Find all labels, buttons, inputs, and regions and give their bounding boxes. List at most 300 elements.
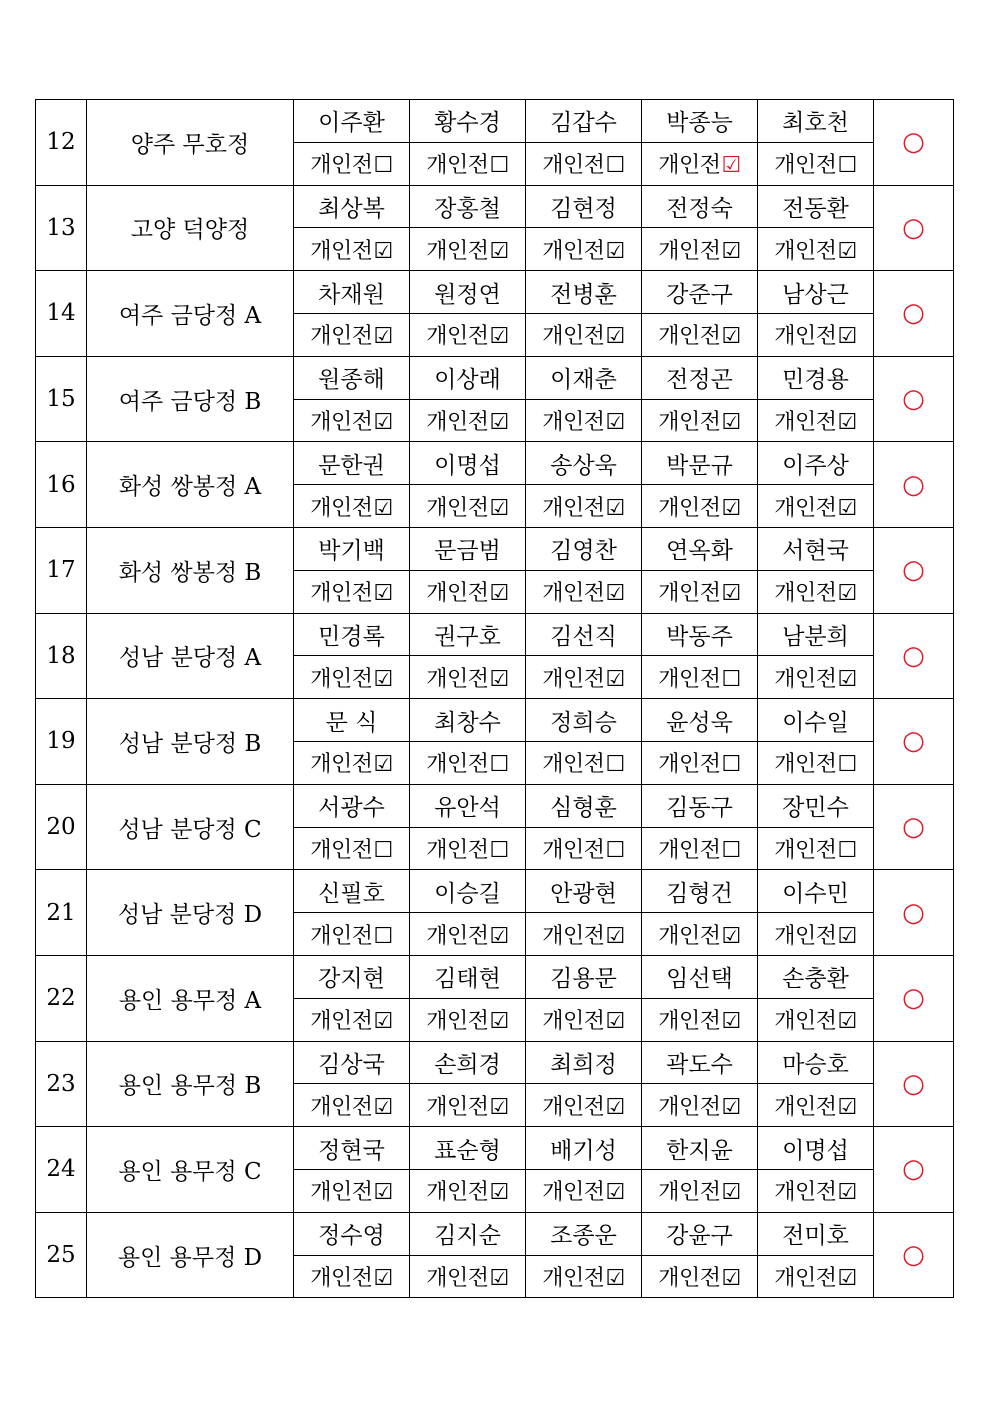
- individual-entry-cell[interactable]: [526, 827, 642, 870]
- individual-entry-label: 개인전: [426, 153, 489, 179]
- team-number: 23: [36, 1041, 87, 1127]
- team-name: 성남 분당정 B: [87, 699, 294, 785]
- team-entry-mark: [874, 185, 954, 271]
- individual-entry-cell[interactable]: [410, 913, 526, 956]
- team-row-names: [36, 784, 954, 827]
- member-name: 박종능: [642, 100, 758, 143]
- individual-entry-label: 개인전: [542, 238, 605, 264]
- individual-entry-label: 개인전: [658, 495, 721, 521]
- individual-entry-cell[interactable]: [758, 313, 874, 356]
- checked-box-icon[interactable]: ☑: [721, 581, 741, 607]
- team-entry-mark: [874, 955, 954, 1041]
- checked-box-icon[interactable]: ☑: [837, 923, 857, 949]
- unchecked-box-icon[interactable]: ☐: [837, 837, 857, 863]
- team-entry-mark: [874, 100, 954, 186]
- individual-entry-label: 개인전: [658, 666, 721, 692]
- member-name: 김영찬: [526, 527, 642, 570]
- individual-entry-cell[interactable]: [526, 313, 642, 356]
- unchecked-box-icon[interactable]: ☐: [721, 837, 741, 863]
- individual-entry-label: 개인전: [310, 923, 373, 949]
- team-row-names: [36, 870, 954, 913]
- individual-entry-cell[interactable]: [294, 570, 410, 613]
- checked-box-icon[interactable]: ☑: [489, 666, 509, 692]
- circle-mark-icon: ○: [902, 384, 925, 415]
- circle-mark-icon: ○: [902, 897, 925, 928]
- individual-entry-cell[interactable]: [294, 313, 410, 356]
- member-name: 민경록: [294, 613, 410, 656]
- individual-entry-cell[interactable]: [526, 1084, 642, 1127]
- individual-entry-label: 개인전: [774, 752, 837, 778]
- individual-entry-cell[interactable]: [642, 656, 758, 699]
- individual-entry-label: 개인전: [310, 581, 373, 607]
- individual-entry-cell[interactable]: [410, 1084, 526, 1127]
- checked-box-icon[interactable]: ☑: [605, 1009, 625, 1035]
- member-name: 김갑수: [526, 100, 642, 143]
- individual-entry-label: 개인전: [426, 923, 489, 949]
- checked-box-icon[interactable]: ☑: [837, 666, 857, 692]
- checked-box-icon[interactable]: ☑: [721, 1009, 741, 1035]
- team-name: 용인 용무정 D: [87, 1212, 294, 1298]
- checked-box-icon[interactable]: ☑: [489, 1180, 509, 1206]
- individual-entry-label: 개인전: [426, 238, 489, 264]
- team-entry-mark: [874, 527, 954, 613]
- team-row-names: [36, 1212, 954, 1255]
- team-entry-mark: [874, 1041, 954, 1127]
- individual-entry-label: 개인전: [542, 923, 605, 949]
- team-number: 16: [36, 442, 87, 528]
- individual-entry-cell[interactable]: [526, 485, 642, 528]
- individual-entry-cell[interactable]: [410, 741, 526, 784]
- checked-box-icon[interactable]: ☑: [837, 409, 857, 435]
- individual-entry-cell[interactable]: [294, 228, 410, 271]
- checked-box-icon[interactable]: ☑: [489, 238, 509, 264]
- checked-box-icon[interactable]: ☑: [373, 409, 393, 435]
- individual-entry-cell[interactable]: [410, 998, 526, 1041]
- checked-box-icon[interactable]: ☑: [721, 1180, 741, 1206]
- member-name: 장민수: [758, 784, 874, 827]
- individual-entry-cell[interactable]: [410, 827, 526, 870]
- checked-box-icon[interactable]: ☑: [489, 324, 509, 350]
- individual-entry-label: 개인전: [774, 238, 837, 264]
- circle-mark-icon: ○: [902, 127, 925, 158]
- individual-entry-label: 개인전: [310, 1180, 373, 1206]
- individual-entry-cell[interactable]: [758, 913, 874, 956]
- team-name: 화성 쌍봉정 B: [87, 527, 294, 613]
- team-number: 21: [36, 870, 87, 956]
- member-name: 남분희: [758, 613, 874, 656]
- member-name: 김현정: [526, 185, 642, 228]
- checked-box-icon[interactable]: ☑: [721, 238, 741, 264]
- individual-entry-label: 개인전: [542, 1094, 605, 1120]
- checked-box-icon[interactable]: ☑: [489, 409, 509, 435]
- individual-entry-label: 개인전: [774, 324, 837, 350]
- unchecked-box-icon[interactable]: ☐: [489, 752, 509, 778]
- member-name: 문한권: [294, 442, 410, 485]
- member-name: 민경용: [758, 356, 874, 399]
- individual-entry-cell[interactable]: [526, 1169, 642, 1212]
- checked-box-icon[interactable]: ☑: [373, 1094, 393, 1120]
- individual-entry-cell[interactable]: [294, 656, 410, 699]
- individual-entry-label: 개인전: [542, 324, 605, 350]
- team-number: 12: [36, 100, 87, 186]
- individual-entry-cell[interactable]: [294, 1169, 410, 1212]
- team-number: 22: [36, 955, 87, 1041]
- unchecked-box-icon[interactable]: ☐: [373, 923, 393, 949]
- individual-entry-cell[interactable]: [526, 399, 642, 442]
- checked-box-icon[interactable]: ☑: [605, 923, 625, 949]
- individual-entry-cell[interactable]: [526, 228, 642, 271]
- individual-entry-cell[interactable]: [758, 485, 874, 528]
- individual-entry-label: 개인전: [426, 581, 489, 607]
- individual-entry-cell[interactable]: [410, 656, 526, 699]
- individual-entry-cell[interactable]: [526, 998, 642, 1041]
- individual-entry-cell[interactable]: [642, 741, 758, 784]
- member-name: 이명섭: [758, 1127, 874, 1170]
- unchecked-box-icon[interactable]: ☐: [721, 752, 741, 778]
- individual-entry-cell[interactable]: [294, 485, 410, 528]
- individual-entry-label: 개인전: [542, 1180, 605, 1206]
- individual-entry-label: 개인전: [774, 1265, 837, 1291]
- individual-entry-cell[interactable]: [294, 399, 410, 442]
- checked-box-icon[interactable]: ☑: [373, 324, 393, 350]
- circle-mark-icon: ○: [902, 1240, 925, 1271]
- member-name: 김형건: [642, 870, 758, 913]
- individual-entry-cell[interactable]: [758, 570, 874, 613]
- member-name: 전정곤: [642, 356, 758, 399]
- checked-box-icon[interactable]: ☑: [837, 324, 857, 350]
- checked-box-icon[interactable]: ☑: [837, 1094, 857, 1120]
- individual-entry-cell[interactable]: [410, 399, 526, 442]
- member-name: 유안석: [410, 784, 526, 827]
- checked-box-icon[interactable]: ☑: [837, 1180, 857, 1206]
- individual-entry-label: 개인전: [774, 1180, 837, 1206]
- team-name: 고양 덕양정: [87, 185, 294, 271]
- individual-entry-label: 개인전: [658, 324, 721, 350]
- individual-entry-cell[interactable]: [642, 998, 758, 1041]
- member-name: 김용문: [526, 955, 642, 998]
- member-name: 손충환: [758, 955, 874, 998]
- member-name: 권구호: [410, 613, 526, 656]
- individual-entry-label: 개인전: [658, 238, 721, 264]
- member-name: 문금범: [410, 527, 526, 570]
- individual-entry-cell[interactable]: [758, 656, 874, 699]
- checked-box-icon[interactable]: ☑: [373, 752, 393, 778]
- member-name: 손희경: [410, 1041, 526, 1084]
- member-name: 배기성: [526, 1127, 642, 1170]
- individual-entry-cell[interactable]: [294, 1255, 410, 1298]
- individual-entry-cell[interactable]: [410, 1169, 526, 1212]
- individual-entry-cell[interactable]: [526, 913, 642, 956]
- team-name: 용인 용무정 C: [87, 1127, 294, 1213]
- unchecked-box-icon[interactable]: ☐: [605, 752, 625, 778]
- checked-box-icon[interactable]: ☑: [489, 923, 509, 949]
- member-name: 황수경: [410, 100, 526, 143]
- member-name: 강윤구: [642, 1212, 758, 1255]
- unchecked-box-icon[interactable]: ☐: [605, 837, 625, 863]
- individual-entry-label: 개인전: [310, 238, 373, 264]
- checked-box-icon[interactable]: ☑: [605, 495, 625, 521]
- checked-box-icon[interactable]: ☑: [605, 409, 625, 435]
- member-name: 정수영: [294, 1212, 410, 1255]
- team-entry-mark: [874, 442, 954, 528]
- individual-entry-label: 개인전: [542, 409, 605, 435]
- individual-entry-cell[interactable]: [642, 1169, 758, 1212]
- individual-entry-cell[interactable]: [758, 1169, 874, 1212]
- checked-box-icon[interactable]: ☑: [373, 495, 393, 521]
- checked-box-icon[interactable]: ☑: [489, 1265, 509, 1291]
- checked-box-icon[interactable]: ☑: [721, 409, 741, 435]
- individual-entry-label: 개인전: [542, 752, 605, 778]
- circle-mark-icon: ○: [902, 212, 925, 243]
- team-name: 성남 분당정 D: [87, 870, 294, 956]
- individual-entry-cell[interactable]: [758, 399, 874, 442]
- individual-entry-cell[interactable]: [758, 998, 874, 1041]
- individual-entry-cell[interactable]: [642, 142, 758, 185]
- individual-entry-cell[interactable]: [410, 228, 526, 271]
- checked-box-icon[interactable]: ☑: [489, 495, 509, 521]
- individual-entry-label: 개인전: [426, 837, 489, 863]
- member-name: 전정숙: [642, 185, 758, 228]
- unchecked-box-icon[interactable]: ☐: [489, 153, 509, 179]
- member-name: 김동구: [642, 784, 758, 827]
- member-name: 차재원: [294, 271, 410, 314]
- checked-box-icon[interactable]: ☑: [489, 1009, 509, 1035]
- individual-entry-cell[interactable]: [526, 741, 642, 784]
- team-name: 성남 분당정 C: [87, 784, 294, 870]
- circle-mark-icon: ○: [902, 298, 925, 329]
- individual-entry-cell[interactable]: [642, 1255, 758, 1298]
- individual-entry-label: 개인전: [542, 666, 605, 692]
- team-entry-mark: [874, 784, 954, 870]
- member-name: 마승호: [758, 1041, 874, 1084]
- team-name: 양주 무호정: [87, 100, 294, 186]
- checked-box-icon[interactable]: ☑: [837, 581, 857, 607]
- member-name: 신필호: [294, 870, 410, 913]
- checked-box-icon[interactable]: ☑: [721, 324, 741, 350]
- individual-entry-label: 개인전: [658, 409, 721, 435]
- checked-box-icon[interactable]: ☑: [605, 324, 625, 350]
- team-row-names: [36, 1041, 954, 1084]
- individual-entry-label: 개인전: [774, 1009, 837, 1035]
- team-entry-mark: [874, 613, 954, 699]
- member-name: 한지윤: [642, 1127, 758, 1170]
- circle-mark-icon: ○: [902, 1068, 925, 1099]
- individual-entry-cell[interactable]: [294, 827, 410, 870]
- individual-entry-label: 개인전: [774, 666, 837, 692]
- individual-entry-cell[interactable]: [758, 741, 874, 784]
- individual-entry-cell[interactable]: [642, 485, 758, 528]
- individual-entry-cell[interactable]: [758, 1255, 874, 1298]
- individual-entry-label: 개인전: [658, 1009, 721, 1035]
- member-name: 박문규: [642, 442, 758, 485]
- member-name: 이상래: [410, 356, 526, 399]
- checked-box-icon[interactable]: ☑: [605, 666, 625, 692]
- member-name: 표순형: [410, 1127, 526, 1170]
- individual-entry-label: 개인전: [774, 837, 837, 863]
- member-name: 이재춘: [526, 356, 642, 399]
- team-row-names: [36, 442, 954, 485]
- individual-entry-cell[interactable]: [294, 1084, 410, 1127]
- individual-entry-cell[interactable]: [642, 827, 758, 870]
- team-row-names: [36, 271, 954, 314]
- individual-entry-label: 개인전: [542, 1265, 605, 1291]
- member-name: 이수민: [758, 870, 874, 913]
- member-name: 이수일: [758, 699, 874, 742]
- member-name: 이주환: [294, 100, 410, 143]
- member-name: 최창수: [410, 699, 526, 742]
- individual-entry-label: 개인전: [310, 752, 373, 778]
- checked-box-icon[interactable]: ☑: [837, 1009, 857, 1035]
- team-number: 14: [36, 271, 87, 357]
- member-name: 서현국: [758, 527, 874, 570]
- individual-entry-cell[interactable]: [526, 1255, 642, 1298]
- checked-box-icon[interactable]: ☑: [489, 1094, 509, 1120]
- individual-entry-cell[interactable]: [526, 656, 642, 699]
- individual-entry-label: 개인전: [658, 1265, 721, 1291]
- individual-entry-cell[interactable]: [294, 998, 410, 1041]
- checked-box-icon[interactable]: ☑: [605, 581, 625, 607]
- individual-entry-label: 개인전: [426, 1265, 489, 1291]
- member-name: 박기백: [294, 527, 410, 570]
- member-name: 윤성욱: [642, 699, 758, 742]
- individual-entry-cell[interactable]: [410, 485, 526, 528]
- checked-box-icon[interactable]: ☑: [373, 1009, 393, 1035]
- member-name: 임선택: [642, 955, 758, 998]
- individual-entry-label: 개인전: [658, 581, 721, 607]
- individual-entry-label: 개인전: [658, 1180, 721, 1206]
- individual-entry-cell[interactable]: [642, 399, 758, 442]
- unchecked-box-icon[interactable]: ☐: [605, 153, 625, 179]
- checked-box-icon[interactable]: ☑: [721, 153, 741, 179]
- individual-entry-cell[interactable]: [410, 1255, 526, 1298]
- individual-entry-cell[interactable]: [642, 228, 758, 271]
- circle-mark-icon: ○: [902, 469, 925, 500]
- checked-box-icon[interactable]: ☑: [373, 1180, 393, 1206]
- unchecked-box-icon[interactable]: ☐: [837, 752, 857, 778]
- team-entry-mark: [874, 870, 954, 956]
- individual-entry-cell[interactable]: [410, 570, 526, 613]
- checked-box-icon[interactable]: ☑: [605, 1180, 625, 1206]
- team-name: 여주 금당정 A: [87, 271, 294, 357]
- member-name: 이주상: [758, 442, 874, 485]
- member-name: 송상욱: [526, 442, 642, 485]
- checked-box-icon[interactable]: ☑: [721, 1265, 741, 1291]
- individual-entry-cell[interactable]: [410, 142, 526, 185]
- individual-entry-label: 개인전: [542, 153, 605, 179]
- team-roster-table: [35, 99, 954, 1298]
- individual-entry-cell[interactable]: [294, 142, 410, 185]
- checked-box-icon[interactable]: ☑: [721, 1094, 741, 1120]
- individual-entry-label: 개인전: [774, 409, 837, 435]
- team-name: 여주 금당정 B: [87, 356, 294, 442]
- team-number: 18: [36, 613, 87, 699]
- checked-box-icon[interactable]: ☑: [605, 1265, 625, 1291]
- team-number: 17: [36, 527, 87, 613]
- circle-mark-icon: ○: [902, 983, 925, 1014]
- checked-box-icon[interactable]: ☑: [837, 238, 857, 264]
- member-name: 전동환: [758, 185, 874, 228]
- team-row-names: [36, 1127, 954, 1170]
- checked-box-icon[interactable]: ☑: [373, 238, 393, 264]
- member-name: 최호천: [758, 100, 874, 143]
- member-name: 장홍철: [410, 185, 526, 228]
- circle-mark-icon: ○: [902, 812, 925, 843]
- individual-entry-cell[interactable]: [758, 827, 874, 870]
- member-name: 연옥화: [642, 527, 758, 570]
- checked-box-icon[interactable]: ☑: [837, 495, 857, 521]
- member-name: 강준구: [642, 271, 758, 314]
- individual-entry-label: 개인전: [310, 837, 373, 863]
- individual-entry-cell[interactable]: [526, 142, 642, 185]
- checked-box-icon[interactable]: ☑: [837, 1265, 857, 1291]
- checked-box-icon[interactable]: ☑: [721, 923, 741, 949]
- checked-box-icon[interactable]: ☑: [489, 581, 509, 607]
- individual-entry-label: 개인전: [426, 1094, 489, 1120]
- individual-entry-cell[interactable]: [758, 228, 874, 271]
- individual-entry-label: 개인전: [426, 752, 489, 778]
- individual-entry-label: 개인전: [426, 1180, 489, 1206]
- individual-entry-label: 개인전: [310, 1009, 373, 1035]
- individual-entry-cell[interactable]: [758, 1084, 874, 1127]
- individual-entry-label: 개인전: [426, 324, 489, 350]
- member-name: 박동주: [642, 613, 758, 656]
- team-name: 화성 쌍봉정 A: [87, 442, 294, 528]
- circle-mark-icon: ○: [902, 640, 925, 671]
- team-entry-mark: [874, 699, 954, 785]
- team-number: 19: [36, 699, 87, 785]
- individual-entry-label: 개인전: [426, 1009, 489, 1035]
- individual-entry-label: 개인전: [774, 581, 837, 607]
- member-name: 서광수: [294, 784, 410, 827]
- team-number: 13: [36, 185, 87, 271]
- member-name: 문 식: [294, 699, 410, 742]
- individual-entry-label: 개인전: [658, 1094, 721, 1120]
- individual-entry-cell[interactable]: [642, 1084, 758, 1127]
- checked-box-icon[interactable]: ☑: [373, 1265, 393, 1291]
- circle-mark-icon: ○: [902, 726, 925, 757]
- member-name: 조종운: [526, 1212, 642, 1255]
- unchecked-box-icon[interactable]: ☐: [373, 153, 393, 179]
- member-name: 김상국: [294, 1041, 410, 1084]
- team-row-names: [36, 356, 954, 399]
- unchecked-box-icon[interactable]: ☐: [837, 153, 857, 179]
- individual-entry-cell[interactable]: [294, 913, 410, 956]
- team-entry-mark: [874, 271, 954, 357]
- unchecked-box-icon[interactable]: ☐: [373, 837, 393, 863]
- individual-entry-cell[interactable]: [758, 142, 874, 185]
- unchecked-box-icon[interactable]: ☐: [489, 837, 509, 863]
- individual-entry-cell[interactable]: [642, 913, 758, 956]
- team-row-names: [36, 955, 954, 998]
- unchecked-box-icon[interactable]: ☐: [721, 666, 741, 692]
- team-entry-mark: [874, 356, 954, 442]
- checked-box-icon[interactable]: ☑: [605, 1094, 625, 1120]
- individual-entry-cell[interactable]: [294, 741, 410, 784]
- individual-entry-label: 개인전: [310, 666, 373, 692]
- checked-box-icon[interactable]: ☑: [373, 581, 393, 607]
- checked-box-icon[interactable]: ☑: [721, 495, 741, 521]
- team-row-names: [36, 527, 954, 570]
- individual-entry-cell[interactable]: [410, 313, 526, 356]
- individual-entry-cell[interactable]: [526, 570, 642, 613]
- individual-entry-cell[interactable]: [642, 570, 758, 613]
- individual-entry-cell[interactable]: [642, 313, 758, 356]
- checked-box-icon[interactable]: ☑: [605, 238, 625, 264]
- individual-entry-label: 개인전: [774, 495, 837, 521]
- team-name: 용인 용무정 A: [87, 955, 294, 1041]
- checked-box-icon[interactable]: ☑: [373, 666, 393, 692]
- individual-entry-label: 개인전: [542, 581, 605, 607]
